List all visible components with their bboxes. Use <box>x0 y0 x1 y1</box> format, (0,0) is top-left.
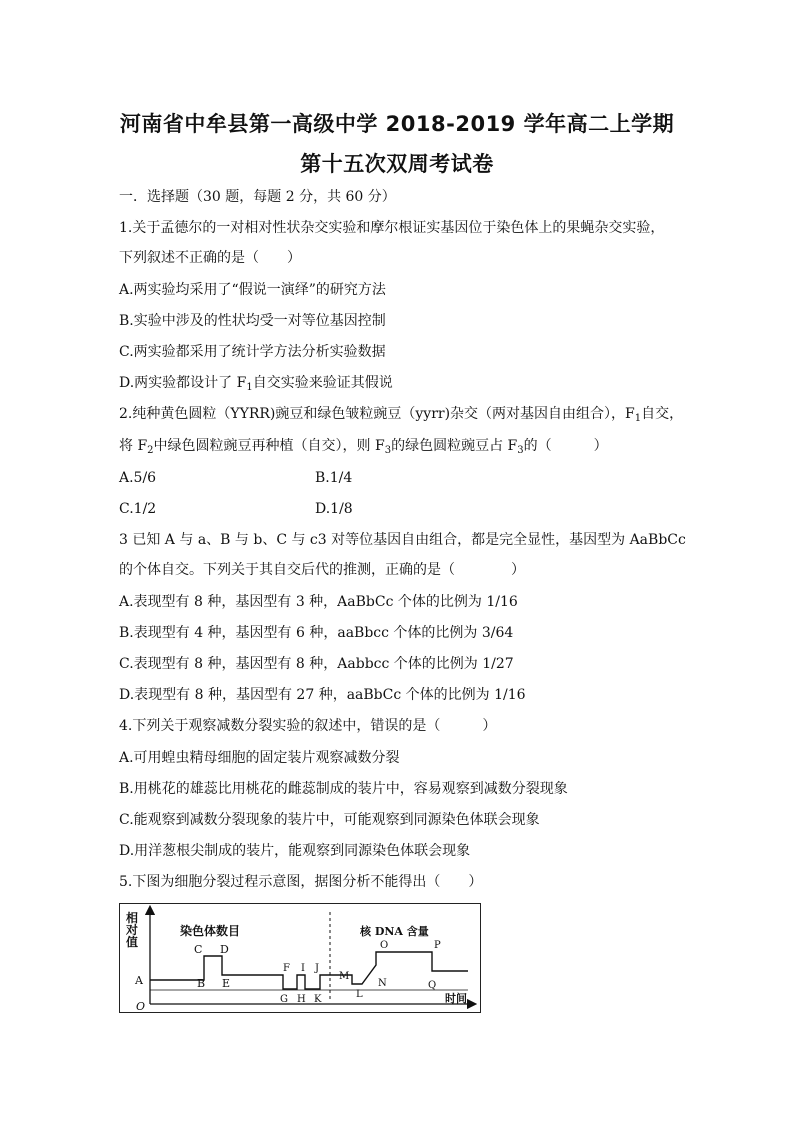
dna-content-title: 核 DNA 含量 <box>360 925 429 938</box>
point-label-m: M <box>339 971 350 982</box>
q5-stem: 5.下图为细胞分裂过程示意图，据图分析不能得出（ ） <box>119 874 483 890</box>
q3-option-a: A.表现型有 8 种，基因型有 3 种，AaBbCc 个体的比例为 1/16 <box>119 594 518 610</box>
point-label-e: E <box>222 977 231 990</box>
q2-stem-text: 2.纯种黄色圆粒（YYRR)豌豆和绿色皱粒豌豆（yyrr)杂交（两对基因自由组合），F <box>119 406 635 422</box>
point-label-k: K <box>314 994 322 1005</box>
subscript: 1 <box>246 382 253 393</box>
point-label-l: L <box>356 989 363 1000</box>
q3-stem-line2: 的个体自交。下列关于其自交后代的推测，正确的是（ ） <box>119 562 525 578</box>
point-label-o: O <box>380 940 389 951</box>
section-heading: 一．选择题（30 题，每题 2 分，共 60 分） <box>119 189 396 205</box>
point-label-n: N <box>378 978 387 989</box>
cell-division-diagram <box>119 903 481 1013</box>
x-axis-label: 时间 <box>445 992 467 1005</box>
q3-option-c: C.表现型有 8 种，基因型有 8 种，Aabbcc 个体的比例为 1/27 <box>119 656 514 672</box>
point-label-q: Q <box>428 980 437 991</box>
subscript: 3 <box>517 445 524 456</box>
q1-option-d-text: D.两实验都设计了 F <box>119 375 247 391</box>
q2-stem-line2 <box>119 437 608 455</box>
q2-stem-text-b: 中绿色圆粒豌豆再种植（自交），则 F <box>153 438 385 454</box>
q2-stem-text-a: 将 F <box>119 438 148 454</box>
q3-stem-line1: 3 已知 A 与 a、B 与 b、C 与 c3 对等位基因自由组合，都是完全显性，基因型为 AaBbCc <box>119 532 686 548</box>
point-label-c: C <box>194 943 203 956</box>
q2-stem-text-c: 的绿色圆粒豌豆占 F <box>391 438 518 454</box>
q2-stem-text-d: 的（ ） <box>523 438 608 454</box>
point-label-j: J <box>315 963 320 974</box>
exam-title-line2: 第十五次双周考试卷 <box>300 152 494 176</box>
point-label-f: F <box>283 963 290 974</box>
subscript: 3 <box>384 445 392 456</box>
point-label-h: H <box>297 994 306 1005</box>
point-label-i: I <box>301 963 305 974</box>
q2-option-a: A.5/6 <box>119 470 157 486</box>
q3-option-d: D.表现型有 8 种，基因型有 27 种，aaBbCc 个体的比例为 1/16 <box>119 687 526 703</box>
subscript: 2 <box>147 445 154 456</box>
q2-option-b: B.1/4 <box>315 470 353 486</box>
q4-stem: 4.下列关于观察减数分裂实验的叙述中，错误的是（ ） <box>119 718 497 734</box>
point-label-p: P <box>434 940 441 951</box>
q1-option-b: B.实验中涉及的性状均受一对等位基因控制 <box>119 313 386 329</box>
q4-option-d: D.用洋葱根尖制成的装片，能观察到同源染色体联会现象 <box>119 843 471 859</box>
q3-option-b: B.表现型有 4 种，基因型有 6 种，aaBbcc 个体的比例为 3/64 <box>119 625 514 641</box>
q1-option-d <box>119 374 393 392</box>
subscript: 1 <box>634 413 642 424</box>
exam-title-line1: 河南省中牟县第一高级中学 2018-2019 学年高二上学期 <box>119 112 675 136</box>
dna-curve <box>332 952 468 984</box>
point-label-g: G <box>280 994 288 1005</box>
q4-option-c: C.能观察到减数分裂现象的装片中，可能观察到同源染色体联会现象 <box>119 812 540 828</box>
q4-option-a: A.可用蝗虫精母细胞的固定装片观察减数分裂 <box>119 750 400 766</box>
q2-option-c: C.1/2 <box>119 501 157 517</box>
q4-option-b: B.用桃花的雄蕊比用桃花的雌蕊制成的装片中，容易观察到减数分裂现象 <box>119 781 568 797</box>
y-axis-label-1: 相 <box>126 911 139 925</box>
y-axis-label-2: 对 <box>126 923 139 937</box>
q2-option-d: D.1/8 <box>315 501 353 517</box>
origin-label: O <box>136 1000 146 1012</box>
diagram-svg <box>120 904 480 1012</box>
q1-stem-line2: 下列叙述不正确的是（ ） <box>119 250 301 266</box>
point-label-b: B <box>197 977 206 990</box>
q1-option-a: A.两实验均采用了“假说一演绎”的研究方法 <box>119 282 386 298</box>
q2-stem-text-end: 自交， <box>641 406 684 422</box>
q1-option-c: C.两实验都采用了统计学方法分析实验数据 <box>119 344 386 360</box>
q1-stem-line1: 1.关于孟德尔的一对相对性状杂交实验和摩尔根证实基因位于染色体上的果蝇杂交实验， <box>119 220 665 236</box>
point-label-d: D <box>220 943 229 956</box>
y-axis-label-3: 值 <box>126 935 139 949</box>
level-a-label: A <box>135 974 143 987</box>
q1-option-d-text-end: 自交实验来验证其假说 <box>252 375 393 391</box>
chromosome-count-title: 染色体数目 <box>180 924 241 938</box>
q2-stem-line1 <box>119 405 683 423</box>
